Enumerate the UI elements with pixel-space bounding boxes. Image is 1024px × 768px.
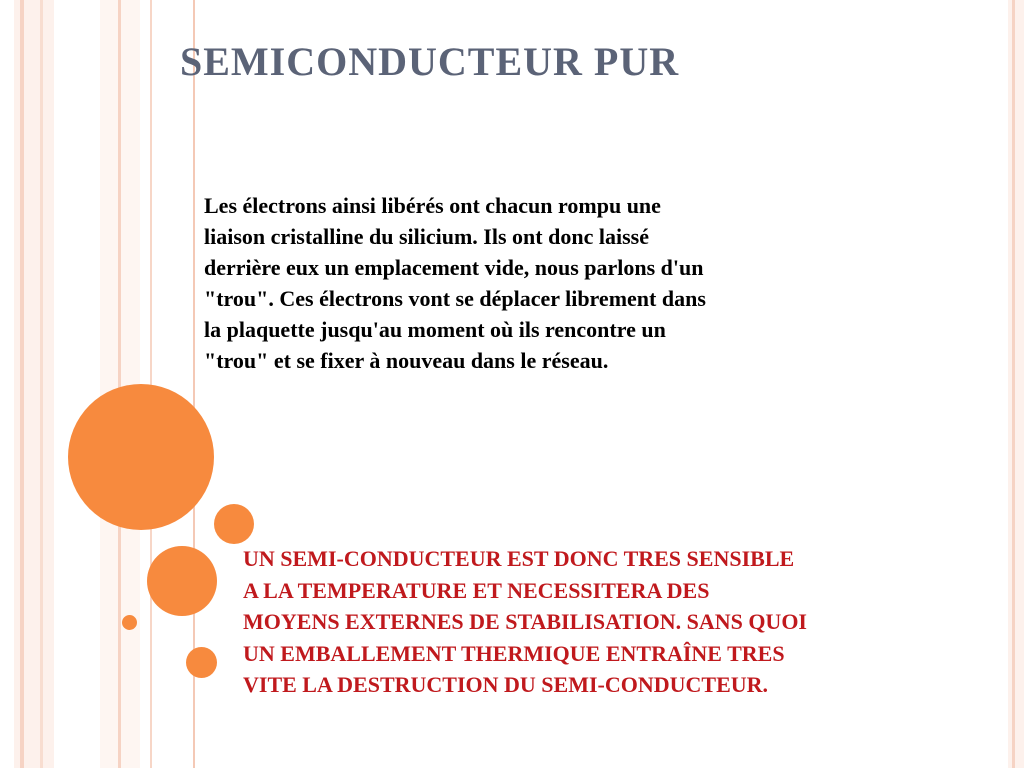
paragraph-line: "trou" et se fixer à nouveau dans le réseau. [204, 348, 609, 373]
warning-line: MOYENS EXTERNES DE STABILISATION. SANS QUOI [243, 609, 807, 634]
right-stripe-line [1012, 0, 1015, 768]
medium-orange-circle [147, 546, 217, 616]
small-orange-circle-1 [214, 504, 254, 544]
left-stripe-line-3 [118, 0, 121, 768]
warning-line: UN EMBALLEMENT THERMIQUE ENTRAÎNE TRES [243, 640, 785, 666]
warning-line: VITE LA DESTRUCTION DU SEMI-CONDUCTEUR. [243, 672, 769, 697]
paragraph-line: derrière eux un emplacement vide, nous parlons d'un [204, 255, 704, 280]
left-stripe-line-1 [20, 0, 24, 768]
large-orange-circle [68, 384, 214, 530]
right-stripe-band [1008, 0, 1024, 768]
slide-title: SEMICONDUCTEUR PUR [180, 39, 680, 84]
left-stripe-line-2 [40, 0, 43, 768]
tiny-orange-circle [122, 615, 137, 630]
paragraph-line: "trou". Ces électrons vont se déplacer librement dans [204, 286, 706, 311]
warning-line: UN SEMI-CONDUCTEUR EST DONC TRES SENSIBLE [243, 546, 795, 571]
paragraph-line: Les électrons ainsi libérés ont chacun rompu une [204, 193, 661, 218]
warning-line: A LA TEMPERATURE ET NECESSITERA DES [243, 577, 710, 603]
paragraph-line: la plaquette jusqu'au moment où ils rencontre un [204, 317, 666, 342]
body-paragraph [204, 190, 924, 376]
small-orange-circle-2 [186, 647, 217, 678]
paragraph-line: liaison cristalline du silicium. Ils ont donc laissé [204, 224, 649, 249]
warning-text [243, 543, 1003, 701]
